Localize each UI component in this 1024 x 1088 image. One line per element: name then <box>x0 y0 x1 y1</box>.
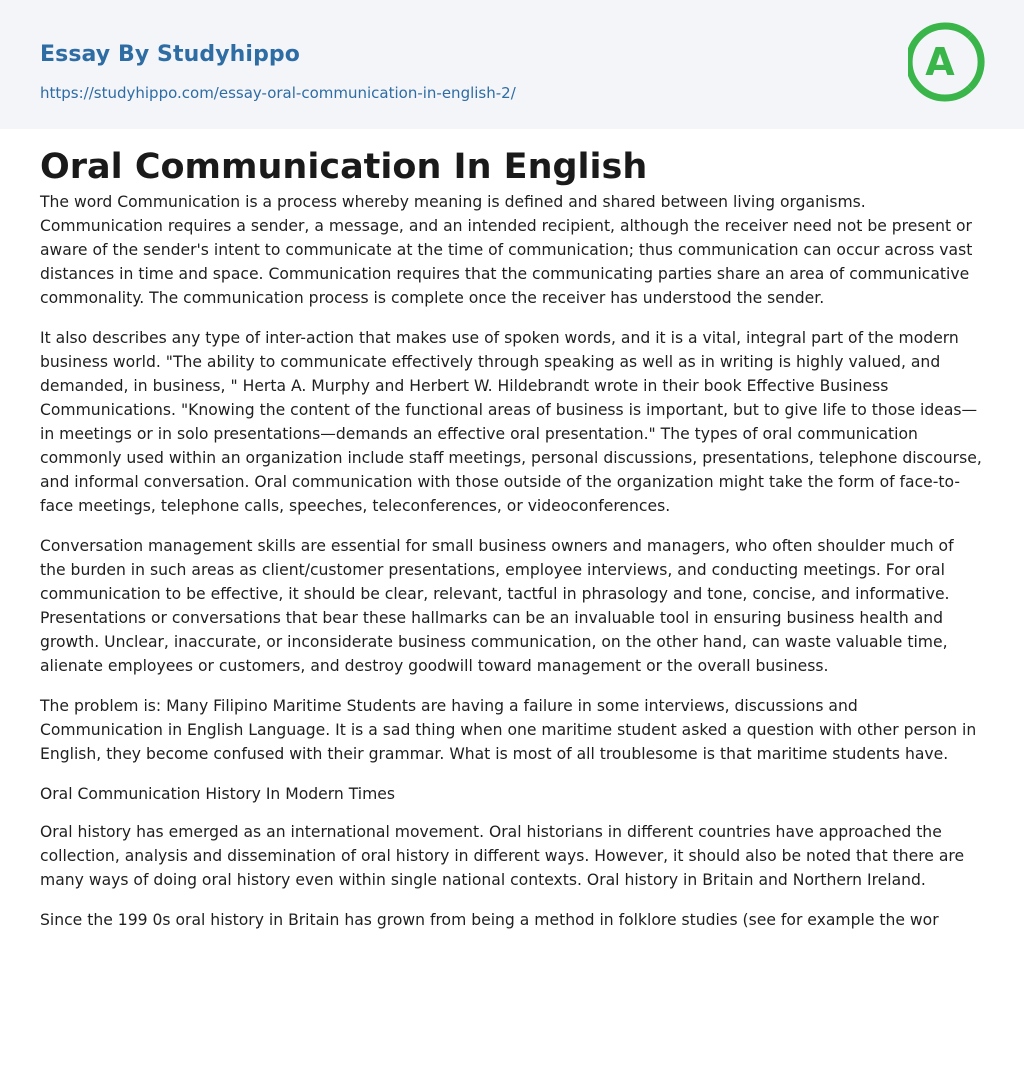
logo-letter: A <box>925 40 955 84</box>
page-title: Oral Communication In English <box>40 147 648 187</box>
section-subheading: Oral Communication History In Modern Times <box>40 785 396 803</box>
article <box>40 144 984 948</box>
paragraph: Conversation management skills are essential for small business owners and managers, who often shoulder much of the burden in such areas as client/customer presentations, employee interviews, and conducting meetings. For oral communication to be effective, it should be clear, relevant, tactful in phrasology and tone, concise, and informative. Presentations or conversations that bear these hallmarks can be an invaluable tool in ensuring business health and growth. Unclear, inaccurate, or inconsiderate business communication, on the other hand, can waste valuable time, alienate employees or customers, and destroy goodwill toward management or the overall business. <box>40 537 954 675</box>
logo-icon[interactable] <box>908 18 988 106</box>
paragraph-truncated: Since the 199 0s oral history in Britain has grown from being a method in folklore studies (see for example the wor <box>40 911 939 929</box>
paragraph: It also describes any type of inter-action that makes use of spoken words, and it is a vital, integral part of the modern business world. "The ability to communicate effectively through speaking as well as in writing is highly valued, and demanded, in business, " Herta A. Murphy and Herbert W. Hildebrandt wrote in their book Effective Business Communications. "Knowing the content of the functional areas of business is important, but to give life to those ideas—in meetings or in solo presentations—demands an effective oral presentation." The types of oral communication commonly used within an organization include staff meetings, personal discussions, presentations, telephone discourse, and informal conversation. Oral communication with those outside of the organization might take the form of face-to-face meetings, telephone calls, speeches, teleconferences, or videoconferences. <box>40 329 982 515</box>
paragraph: The problem is: Many Filipino Maritime Students are having a failure in some interviews, discussions and Communication in English Language. It is a sad thing when one maritime student asked a question with other person in English, they become confused with their grammar. What is most of all troublesome is that maritime students have. <box>40 697 977 763</box>
site-header <box>0 0 1024 129</box>
paragraph: Oral history has emerged as an international movement. Oral historians in different countries have approached the collection, analysis and dissemination of oral history in different ways. However, it should also be noted that there are many ways of doing oral history even within single national contexts. Oral history in Britain and Northern Ireland. <box>40 823 965 889</box>
brand-title[interactable]: Essay By Studyhippo <box>40 42 300 67</box>
paragraph: The word Communication is a process whereby meaning is defined and shared between living organisms. Communication requires a sender, a message, and an intended recipient, although the receiver need not be present or aware of the sender's intent to communicate at the time of communication; thus communication can occur across vast distances in time and space. Communication requires that the communicating parties share an area of communicative commonality. The communication process is complete once the receiver has understood the sender. <box>40 193 973 307</box>
essay-url-link[interactable]: https://studyhippo.com/essay-oral-communication-in-english-2/ <box>40 84 516 102</box>
